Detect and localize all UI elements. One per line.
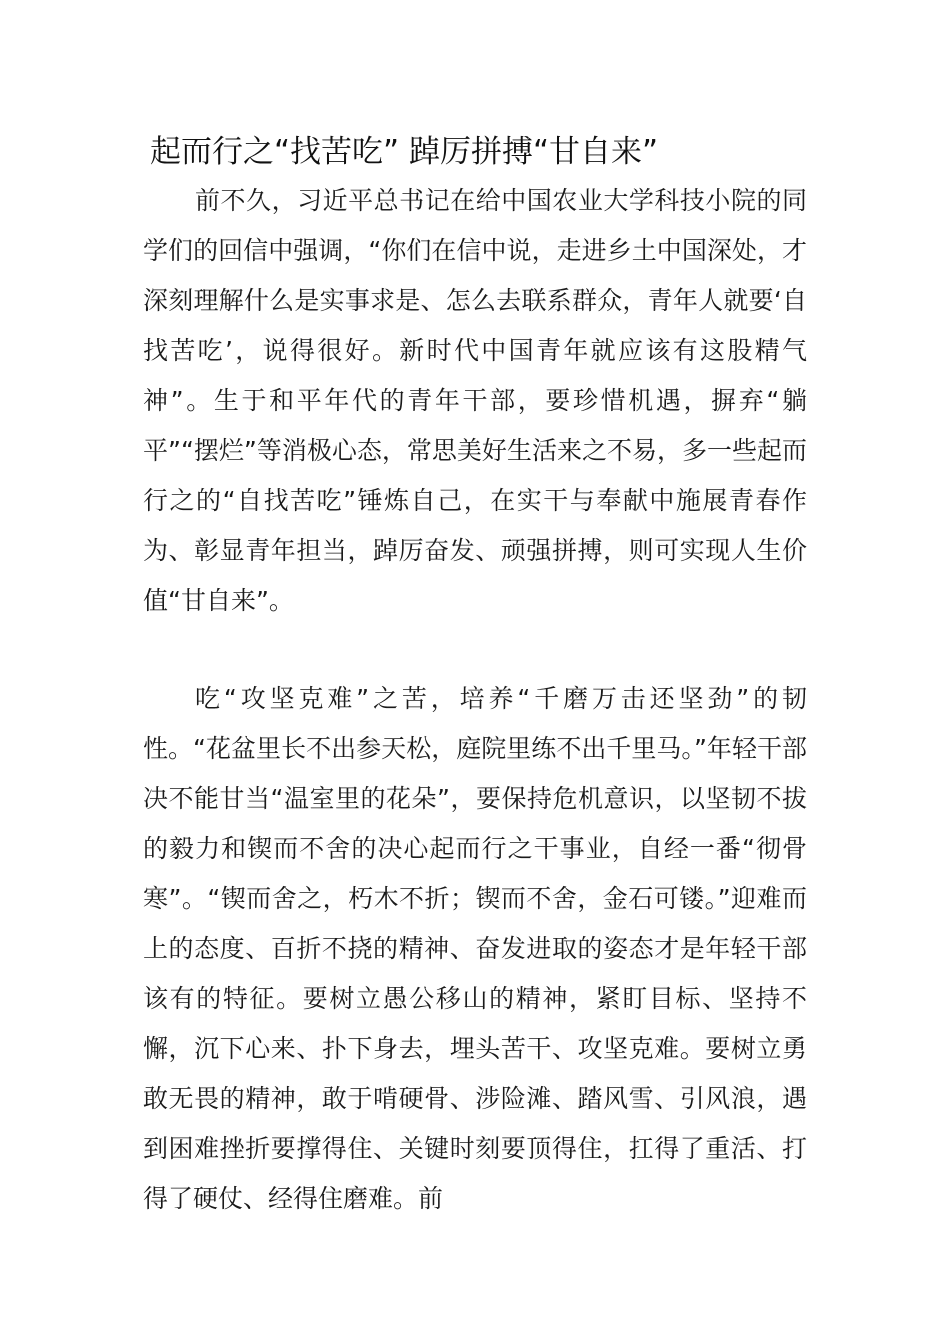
article-title: 起而行之“找苦吃” 踔厉拼搏“甘自来” [150,134,659,170]
paragraph-1: 前不久，习近平总书记在给中国农业大学科技小院的同学们的回信中强调，“你们在信中说，走进乡土中国深处，才深刻理解什么是实事求是、怎么去联系群众，青年人就要‘自找苦吃’，说得很好。新时代中国青年就应该有这股精气神”。生于和平年代的青年干部，要珍惜机遇，摒弃“躺平”“摆烂”等消极心态，常思美好生活来之不易，多一些起而行之的“自找苦吃”锤炼自己，在实干与奉献中施展青春作为、彰显青年担当，踔厉奋发、顽强拼搏，则可实现人生价值“甘自来”。 [143,186,807,615]
paragraph-2: 吃“攻坚克难”之苦，培养“千磨万击还坚劲”的韧性。“花盆里长不出参天松，庭院里练不出千里马。”年轻干部决不能甘当“温室里的花朵”，要保持危机意识，以坚韧不拔的毅力和锲而不舍的决心起而行之干事业，自经一番“彻骨寒”。“锲而舍之，朽木不折；锲而不舍，金石可镂。”迎难而上的态度、百折不挠的精神、奋发进取的姿态才是年轻干部该有的特征。要树立愚公移山的精神，紧盯目标、坚持不懈，沉下心来、扑下身去，埋头苦干、攻坚克难。要树立勇敢无畏的精神，敢于啃硬骨、涉险滩、踏风雪、引风浪，遇到困难挫折要撑得住、关键时刻要顶得住，扛得了重活、打得了硬仗、经得住磨难。前 [143,684,807,1213]
